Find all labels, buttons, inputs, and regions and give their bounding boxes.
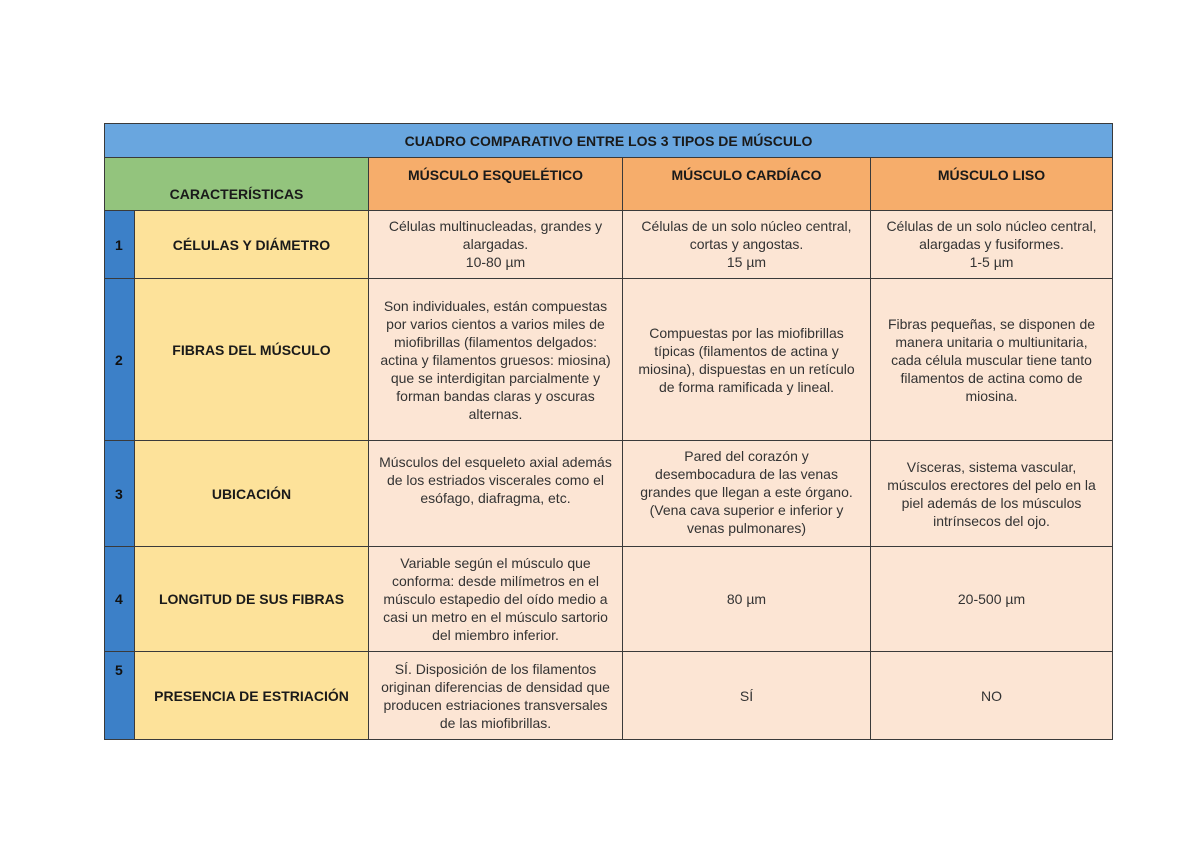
comparison-table [104, 123, 1113, 740]
cell-cardiac: Pared del corazón y desembocadura de las venas grandes que llegan a este órgano. (Vena cava superior e inferior y venas pulmonares) [623, 441, 871, 547]
cell-skeletal: Músculos del esqueleto axial además de los estriados viscerales como el esófago, diafragma, etc. [369, 441, 623, 547]
cell-cardiac: Compuestas por las miofibrillas típicas (filamentos de actina y miosina), dispuestas en un retículo de forma ramificada y lineal. [623, 279, 871, 441]
header-cardiac-muscle: MÚSCULO CARDÍACO [623, 158, 871, 211]
row-characteristic: CÉLULAS Y DIÁMETRO [135, 211, 369, 279]
cell-smooth: Vísceras, sistema vascular, músculos erectores del pelo en la piel además de los músculos intrínsecos del ojo. [871, 441, 1113, 547]
row-characteristic: PRESENCIA DE ESTRIACIÓN [135, 652, 369, 740]
table-row [105, 441, 1113, 547]
row-number: 2 [105, 279, 135, 441]
cell-skeletal: Variable según el músculo que conforma: desde milímetros en el músculo estapedio del oído medio a casi un metro en el músculo sartorio del miembro inferior. [369, 547, 623, 652]
row-characteristic: UBICACIÓN [135, 441, 369, 547]
row-number: 5 [105, 652, 135, 740]
table-row [105, 547, 1113, 652]
title-row [105, 124, 1113, 158]
cell-smooth: 20-500 µm [871, 547, 1113, 652]
row-characteristic: LONGITUD DE SUS FIBRAS [135, 547, 369, 652]
cell-smooth: Células de un solo núcleo central, alargadas y fusiformes. 1-5 µm [871, 211, 1113, 279]
header-characteristics: CARACTERÍSTICAS [105, 158, 369, 211]
header-skeletal-muscle: MÚSCULO ESQUELÉTICO [369, 158, 623, 211]
cell-skeletal: Son individuales, están compuestas por varios cientos a varios miles de miofibrillas (filamentos delgados: actina y filamentos gruesos: miosina) que se interdigitan parcialmente y forman bandas claras y oscuras alternas. [369, 279, 623, 441]
cell-skeletal: Células multinucleadas, grandes y alargadas. 10-80 µm [369, 211, 623, 279]
cell-cardiac: Células de un solo núcleo central, cortas y angostas. 15 µm [623, 211, 871, 279]
row-characteristic: FIBRAS DEL MÚSCULO [135, 279, 369, 441]
table-row [105, 211, 1113, 279]
table-row [105, 652, 1113, 740]
header-smooth-muscle: MÚSCULO LISO [871, 158, 1113, 211]
cell-smooth: Fibras pequeñas, se disponen de manera unitaria o multiunitaria, cada célula muscular tiene tanto filamentos de actina como de miosina. [871, 279, 1113, 441]
cell-smooth: NO [871, 652, 1113, 740]
cell-skeletal: SÍ. Disposición de los filamentos originan diferencias de densidad que producen estriaciones transversales de las miofibrillas. [369, 652, 623, 740]
row-number: 1 [105, 211, 135, 279]
table-title: CUADRO COMPARATIVO ENTRE LOS 3 TIPOS DE MÚSCULO [105, 124, 1113, 158]
cell-cardiac: SÍ [623, 652, 871, 740]
header-row [105, 158, 1113, 211]
row-number: 4 [105, 547, 135, 652]
cell-cardiac: 80 µm [623, 547, 871, 652]
row-number: 3 [105, 441, 135, 547]
table-row [105, 279, 1113, 441]
